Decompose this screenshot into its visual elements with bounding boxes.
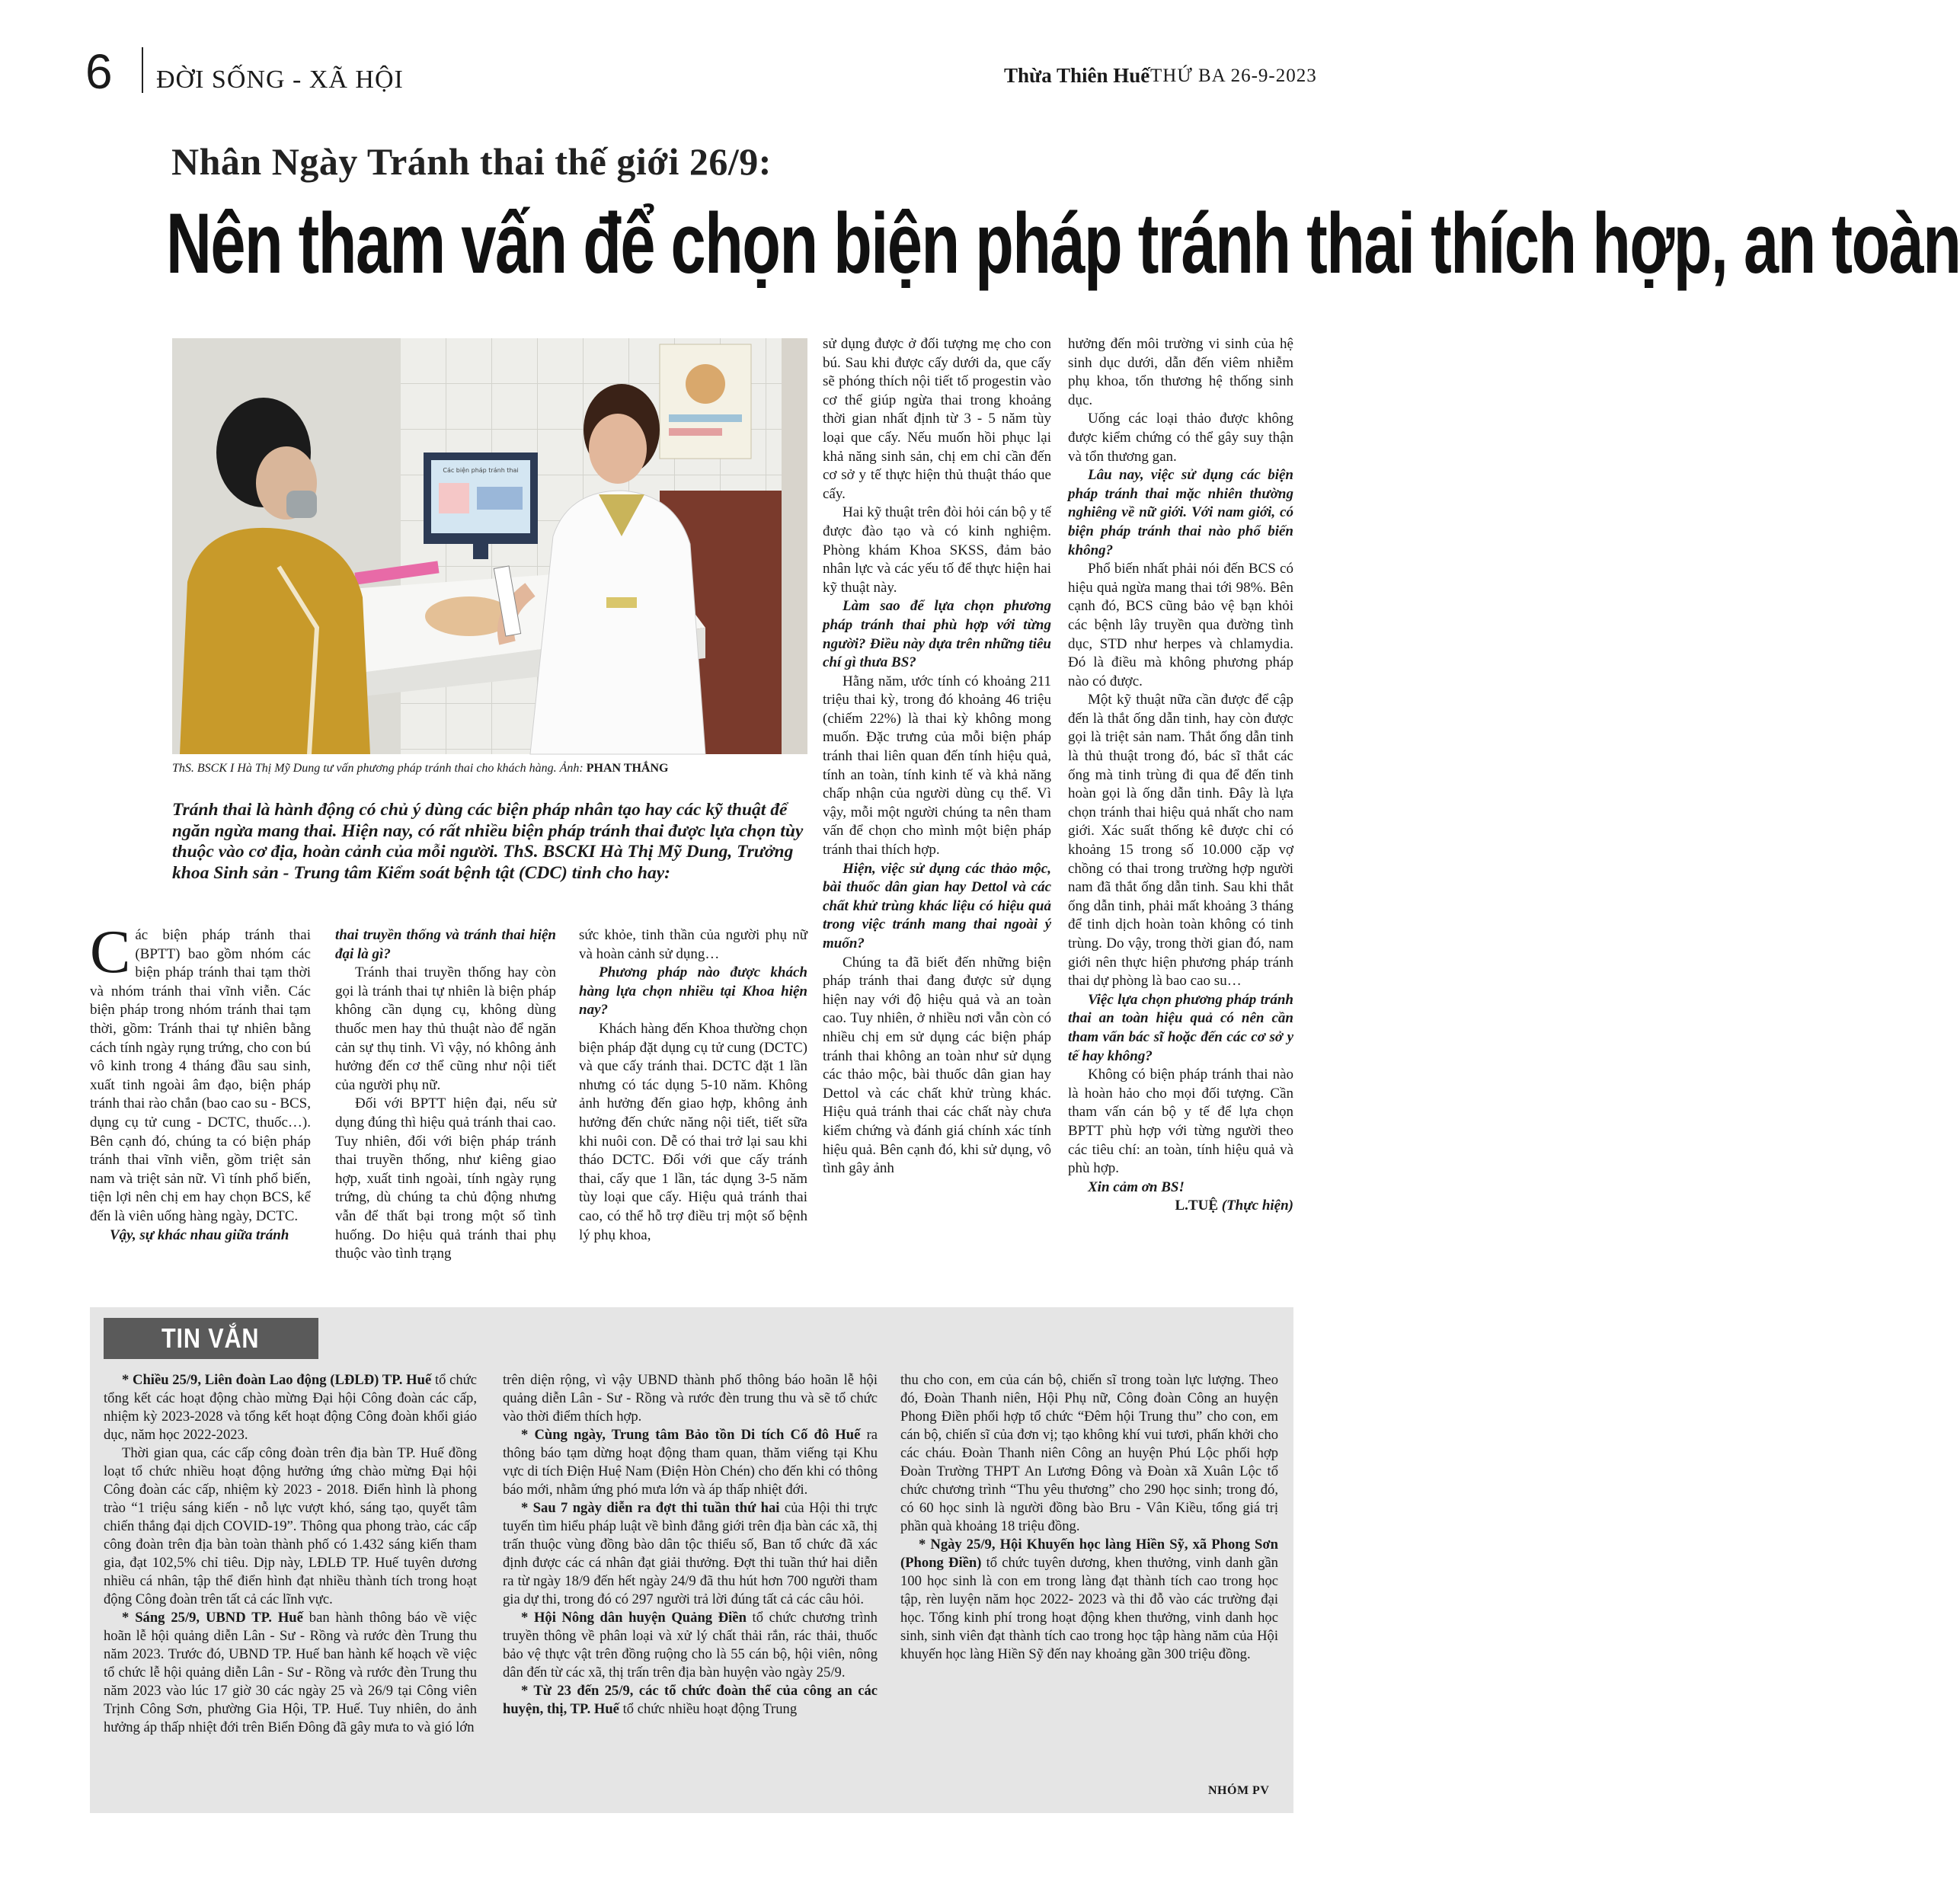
news-item: * Hội Nông dân huyện Quảng Điền tổ chức chương trình truyền thông về phân loại và xử lý chất thải rắn, rác thải, thuốc bảo vệ thực vật trên đồng ruộng cho là 55 cán bộ, hội viên, nông dân đến từ các xã, thị trấn trên địa bàn huyện vào ngày 25/9.	[503, 1610, 878, 1681]
news-item-paragraph: trên diện rộng, vì vậy UBND thành phố thông báo hoãn lễ hội quảng diễn Lân - Sư - Rồng và rước đèn trung thu và sẽ tổ chức vào thời điểm thích hợp.	[503, 1372, 878, 1425]
paragraph: sử dụng được ở đối tượng mẹ cho con bú. Sau khi được cấy dưới da, que cấy sẽ phóng thích nội tiết tố progestin vào cơ thể giúp ngừa thai trong khoảng thời gian nhất định từ 3 - 5 năm tùy loại que cấy. Nếu muốn hồi phục lại khả năng sinh sản, chị em chỉ cần đến cơ sở y tế thực hiện thủ thuật tháo que cấy.	[823, 336, 1051, 502]
paragraph: sức khỏe, tinh thần của người phụ nữ và hoàn cảnh sử dụng…	[579, 927, 807, 962]
news-brief-column-3	[900, 1371, 1278, 1664]
interview-question: Vậy, sự khác nhau giữa tránh	[110, 1226, 289, 1243]
news-item: * Sau 7 ngày diễn ra đợt thi tuần thứ hai của Hội thi trực tuyến tìm hiểu pháp luật về bình đẳng giới trên địa bàn các xã, thị trấn thuộc vùng đồng bào dân tộc thiểu số, Ban tổ chức đã xác định được các cá nhân đạt giải thưởng. Đợt thi tuần thứ hai diễn ra từ ngày 18/9 đến hết ngày 24/9 đã thu hút hơn 700 người tham gia dự thi, trong đó có 297 người trả lời đúng tất cả các câu hỏi.	[503, 1500, 878, 1607]
news-item-paragraph: Thời gian qua, các cấp công đoàn trên địa bàn TP. Huế đồng loạt tổ chức nhiều hoạt động hưởng ứng chào mừng Đại hội Công đoàn các cấp, nhiệm kỳ 2023 - 2018. Điển hình là phong trào “1 triệu sáng kiến - nỗ lực vượt khó, sáng tạo, quyết tâm chiến thắng đại dịch COVID-19”. Thông qua phong trào, các cấp công đoàn trên địa bàn toàn thành phố có 1.432 sáng kiến tham gia, đạt 102,5% chỉ tiêu. Dịp này, LĐLĐ TP. Huế tuyên dương nhiều cá nhân, tập thể điển hình đạt nhiều thành tích trong hoạt động Công đoàn trên tất cả các lĩnh vực.	[104, 1445, 477, 1607]
news-item: * Chiều 25/9, Liên đoàn Lao động (LĐLĐ) TP. Huế tổ chức tổng kết các hoạt động chào mừng Đại hội Công đoàn các cấp, nhiệm kỳ 2023-2028 và tổng kết hoạt động Công đoàn khối giáo dục, năm học 2022-2023.	[104, 1372, 478, 1443]
interview-question: thai truyền thống và tránh thai hiện đại là gì?	[335, 927, 556, 962]
article-column-4	[823, 335, 1051, 1178]
news-item: * Từ 23 đến 25/9, các tổ chức đoàn thể của công an các huyện, thị, TP. Huế tổ chức nhiều hoạt động Trung	[503, 1683, 878, 1717]
paragraph: Đối với BPTT hiện đại, nếu sử dụng đúng thì hiệu quả tránh thai cao. Tuy nhiên, đối với biện pháp tránh thai truyền thống, như kiêng giao hợp, xuất tinh ngoài, tính ngày rụng trứng, dù chúng ta chủ động nhưng vẫn để thất bại trong một số tình huống. Do hiệu quả tránh thai phụ thuộc vào tình trạng	[335, 1095, 556, 1262]
byline-note: (Thực hiện)	[1221, 1198, 1293, 1214]
interview-question: Phương pháp nào được khách hàng lựa chọn nhiều tại Khoa hiện nay?	[579, 964, 807, 1019]
caption-text: ThS. BSCK I Hà Thị Mỹ Dung tư vấn phương pháp tránh thai cho khách hàng. Ảnh:	[172, 762, 584, 775]
monitor-screen-text: Các biện pháp tránh thai	[443, 467, 519, 474]
news-item-paragraph: thu cho con, em của cán bộ, chiến sĩ trong toàn lực lượng. Theo đó, Đoàn Thanh niên, Hội Phụ nữ, Công đoàn Công an huyện Phong Điền phối hợp tổ chức “Đêm hội Trung thu” cho con, em cán bộ, chiến sĩ của đơn vị; tạo không khí vui tươi, phấn khởi cho các cháu. Đoàn Thanh niên Công an huyện Phú Lộc phối hợp Đoàn Trường THPT An Lương Đông và Đoàn xã Xuân Lộc tổ chức chương trình “Thu yêu thương” cho 290 học sinh; trong đó, có 60 học sinh là người đồng bào Bru - Vân Kiều, tổng giá trị phần quà khoảng 18 triệu đồng.	[900, 1372, 1278, 1534]
paragraph: Tránh thai truyền thống hay còn gọi là tránh thai tự nhiên là biện pháp không cần dụng cụ, không dùng thuốc men hay thủ thuật nào để ngăn cản sự thụ tinh. Vì vậy, nó không ảnh hưởng đến cơ thể cũng như nội tiết của người phụ nữ.	[335, 964, 556, 1093]
article-photo	[172, 338, 807, 754]
news-brief-column-2	[503, 1371, 878, 1719]
drop-cap: C	[90, 919, 131, 986]
paragraph: Một kỹ thuật nữa cần được để cập đến là thắt ống dẫn tinh, hay còn được gọi là triệt sản nam. Thắt ống dẫn tinh là thủ thuật trong đó, bác sĩ thắt các ống mà tinh trùng đi qua để đến tinh hoàn gọi là ống dẫn tinh. Đây là lựa chọn tránh thai hiệu quả nhất cho nam giới. Xác suất thống kê được chỉ có khoảng 15 trong số 10.000 cặp vợ chồng có thai trong trường hợp người nam đã thắt ống dẫn tinh. Sau khi thắt ống dẫn tinh, phải mất khoảng 3 tháng để tinh dịch hoàn toàn không có tinh trùng. Do vậy, trong thời gian đó, nam giới nên thực hiện phương pháp tránh thai dự phòng là bao cao su…	[1068, 692, 1293, 990]
article-column-1	[90, 919, 311, 1245]
byline-name: L.TUỆ	[1175, 1198, 1218, 1214]
byline	[1068, 1197, 1293, 1216]
photo-caption	[172, 762, 807, 776]
interview-question: Lâu nay, việc sử dụng các biện pháp tránh thai mặc nhiên thường nghiêng về nữ giới. Với nam giới, có biện pháp tránh thai nào phổ biến không?	[1068, 467, 1293, 558]
paragraph: Uống các loại thảo được không được kiểm chứng có thể gây suy thận và tổn thương gan.	[1068, 411, 1293, 465]
paragraph: Chúng ta đã biết đến những biện pháp tránh thai đang được sử dụng hiện nay với độ hiệu quả và an toàn cao. Tuy nhiên, ở nhiều nơi vẫn còn có nhiều chị em sử dụng các biện pháp tránh thai không an toàn như sử dụng các thảo mộc, bài thuốc dân gian hay Dettol và các chất khử trùng khác. Hiệu quả tránh thai các chất này chưa kiểm chứng và đánh giá chính xác tính hiệu quả. Bên cạnh đó, khi sử dụng, vô tình gây ảnh	[823, 954, 1051, 1177]
page-number: 6	[85, 44, 113, 99]
news-item: * Ngày 25/9, Hội Khuyến học làng Hiền Sỹ, xã Phong Sơn (Phong Điền) tổ chức tuyên dương, khen thưởng, vinh danh gần 100 học sinh là con em trong làng đạt thành tích cao trong học tập, rèn luyện năm học 2022- 2023 và thi đỗ vào các trường đại học. Tổng kinh phí trong hoạt động khen thưởng, vinh danh học sinh, sinh viên đạt thành tích cao trong học tập hàng năm của Hội khuyến học làng Hiền Sỹ đến nay khoảng gần 300 triệu đồng.	[900, 1537, 1278, 1662]
issue-date: THỨ BA 26-9-2023	[1150, 66, 1317, 86]
header-divider	[142, 47, 143, 93]
paragraph: Không có biện pháp tránh thai nào là hoàn hảo cho mọi đối tượng. Cần tham vấn cán bộ y tế để lựa chọn BPTT phù hợp với từng người theo các tiêu chí: an toàn, tính hiệu quả và phù hợp.	[1068, 1067, 1293, 1177]
article-column-5	[1068, 335, 1293, 1216]
paragraph: Phổ biến nhất phải nói đến BCS có hiệu quả ngừa mang thai tới 98%. Bên cạnh đó, BCS cũng bảo vệ bạn khỏi các bệnh lây truyền qua đường tình dục, STD như herpes và chlamydia. Đó là điều mà không phương pháp nào có được.	[1068, 561, 1293, 689]
interview-question: Làm sao để lựa chọn phương pháp tránh thai phù hợp với từng người? Điều này dựa trên những tiêu chí gì thưa BS?	[823, 598, 1051, 671]
interview-question: Hiện, việc sử dụng các thảo mộc, bài thuốc dân gian hay Dettol và các chất khử trùng khác liệu có hiệu quả trong việc tránh mang thai ngoài ý muốn?	[823, 860, 1051, 951]
section-title: ĐỜI SỐNG - XÃ HỘI	[156, 66, 404, 94]
news-item: * Sáng 25/9, UBND TP. Huế ban hành thông báo về việc hoãn lễ hội quảng diễn Lân - Sư - Rồng và rước đèn Trung thu năm 2023. Trước đó, UBND TP. Huế ban hành kế hoạch về việc tổ chức lễ hội quảng diễn Lân - Sư - Rồng và rước đèn Trung thu năm 2023 vào lúc 17 giờ 30 các ngày 25 và 26/9 tại Công viên Trịnh Công Sơn, phường Gia Hội, TP. Huế. Tuy nhiên, do ảnh hưởng áp thấp nhiệt đới trên Biển Đông đã gây mưa to và gió lớn	[104, 1610, 477, 1735]
paragraph: hưởng đến môi trường vi sinh của hệ sinh dục dưới, dẫn đến viêm nhiễm phụ khoa, tổn thương hệ thống sinh dục.	[1068, 336, 1293, 408]
paragraph: Hằng năm, ước tính có khoảng 211 triệu thai kỳ, trong đó khoảng 46 triệu (chiếm 22%) là thai kỳ không mong muốn. Đặc trưng của mỗi biện pháp tránh thai liên quan đến tính hiệu quả, tính an toàn, tính kinh tế và khả năng chấp nhận của người dùng cụ thể. Vì vậy, mỗi một người chúng ta nên tham vấn để chọn cho mình một biện pháp tránh thai thích hợp.	[823, 673, 1051, 859]
article-kicker: Nhân Ngày Tránh thai thế giới 26/9:	[171, 140, 772, 183]
paragraph: Hai kỹ thuật trên đòi hỏi cán bộ y tế được đào tạo và có kinh nghiệm. Phòng khám Khoa SKSS, đảm bảo nhân lực và các yếu tố để thực hiện hai kỹ thuật này.	[823, 504, 1051, 596]
news-brief-signature: NHÓM PV	[1208, 1784, 1270, 1797]
news-brief-title: TIN VẮN	[161, 1322, 260, 1354]
interview-question: Việc lựa chọn phương pháp tránh thai an toàn hiệu quả có nên cần tham vấn bác sĩ hoặc đến các cơ sở y tế hay không?	[1068, 991, 1293, 1064]
news-brief-column-1	[104, 1371, 477, 1737]
consultation-scene-illustration	[172, 338, 807, 754]
closing-thanks: Xin cảm ơn BS!	[1088, 1178, 1185, 1195]
paragraph: Các biện pháp tránh thai (BPTT) bao gồm nhóm các biện pháp tránh thai tạm thời và nhóm tránh thai vĩnh viễn. Các biện pháp trong nhóm tránh thai tạm thời, gồm: Tránh thai tự nhiên bằng cách tính ngày rụng trứng, cho con bú vô kinh trong 4 tháng đầu sau sinh, xuất tinh ngoài âm đạo, biện pháp tránh thai rào chắn (bao cao su - BCS, dụng cụ tử cung - DCTC, thuốc…). Bên cạnh đó, chúng ta có biện pháp tránh thai vĩnh viễn, gồm triệt sản nam và triệt sản nữ. Vì tính phổ biến, tiện lợi nên chị em hay chọn BCS, kể đến là viên uống hàng ngày, DCTC.	[90, 919, 311, 1224]
newspaper-name: Thừa Thiên Huế	[1004, 64, 1150, 87]
news-item: * Cùng ngày, Trung tâm Bảo tồn Di tích Cố đô Huế ra thông báo tạm dừng hoạt động tham quan, thăm viếng tại Khu vực di tích Điện Huệ Nam (Điện Hòn Chén) cho đến khi có thông báo mới, nhằm ứng phó mưa lớn và áp thấp nhiệt đới.	[503, 1427, 878, 1498]
article-headline: Nên tham vấn để chọn biện pháp tránh thai thích hợp, an toàn	[166, 196, 1960, 291]
caption-credit: PHAN THẮNG	[586, 762, 669, 775]
paragraph: Khách hàng đến Khoa thường chọn biện pháp đặt dụng cụ tử cung (DCTC) và que cấy tránh thai. DCTC đặt 1 lần nhưng có tác dụng 5-10 năm. Không ảnh hưởng đến giao hợp, không ảnh hưởng đến chức năng nội tiết, tiết sữa khi nuôi con. Dễ có thai trở lại sau khi tháo DCTC. Đối với que cấy tránh thai, cấy que 1 lần, tác dụng 3-5 năm tùy loại que cấy. Hiệu quả tránh thai cao, có thể hỗ trợ điều trị một số bệnh lý phụ khoa,	[579, 1020, 807, 1243]
article-column-3	[579, 926, 807, 1245]
article-lead: Tránh thai là hành động có chủ ý dùng các biện pháp nhân tạo hay các kỹ thuật để ngăn ngừa mang thai. Hiện nay, có rất nhiều biện pháp tránh thai được lựa chọn tùy thuộc vào cơ địa, hoàn cảnh của mỗi người. ThS. BSCKI Hà Thị Mỹ Dung, Trưởng khoa Sinh sản - Trung tâm Kiểm soát bệnh tật (CDC) tỉnh cho hay:	[172, 800, 804, 883]
article-column-2	[335, 926, 556, 1264]
